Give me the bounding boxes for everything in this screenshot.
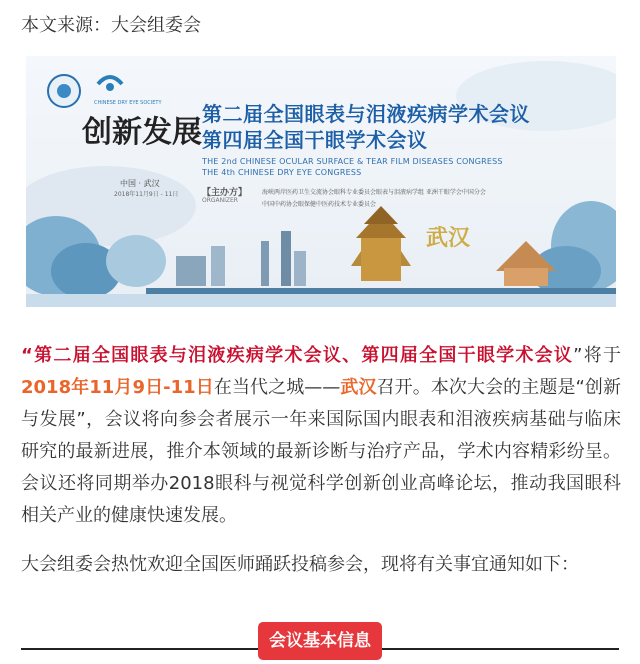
banner-wuhan-calligraphy: 武汉 [426, 225, 471, 251]
banner-organizer-line2: 中国中药协会眼保健中医药技术专业委员会 [262, 201, 377, 208]
conference-city: 武汉 [340, 377, 377, 398]
conference-banner-image [26, 56, 616, 307]
in-city-text: 在当代之城—— [213, 377, 341, 398]
intro-paragraph [21, 340, 621, 532]
banner-organizer-sub: ORGANIZER [202, 197, 238, 204]
conference-date: 2018年11月9日-11日 [21, 377, 214, 398]
banner-city: 中国 · 武汉 [120, 179, 160, 188]
open-quote: “ [21, 345, 33, 366]
source-line: 本文来源：大会组委会 [21, 15, 201, 36]
banner-artwork [26, 56, 616, 307]
banner-english-line1: THE 2nd CHINESE OCULAR SURFACE & TEAR FILM DISEASES CONGRESS [202, 157, 503, 166]
banner-english-line2: THE 4th CHINESE DRY EYE CONGRESS [202, 168, 362, 177]
will-hold-text: ”将于 [573, 345, 622, 366]
banner-title-line2: 第四届全国干眼学术会议 [202, 128, 428, 152]
banner-organizer-line1: 海峡两岸医药卫生交流协会眼科专业委员会眼表与泪液病学组 亚洲干眼学会中国分会 [262, 189, 486, 196]
banner-title-line1: 第二届全国眼表与泪液疾病学术会议 [202, 102, 530, 126]
banner-calligraphy: 创新发展 [82, 115, 202, 150]
banner-date: 2018年11月9日 - 11日 [114, 191, 179, 198]
invite-paragraph: 大会组委会热忱欢迎全国医师踊跃投稿参会，现将有关事宜通知如下： [21, 554, 579, 575]
banner-logo-text: CHINESE DRY EYE SOCIETY [94, 100, 162, 106]
conference-name: 第二届全国眼表与泪液疾病学术会议、第四届全国干眼学术会议 [32, 345, 574, 366]
section-tag-basic-info: 会议基本信息 [258, 622, 382, 660]
intro-rest: 召开。本次大会的主题是“创新与发展”，会议将向参会者展示一年来国际国内眼表和泪液疾病基础与临床研究的最新进展，推介本领域的最新诊断与治疗产品，学术内容精彩纷呈。会议还将同期举办2018眼科与视觉科学创新创业高峰论坛，推动我国眼科相关产业的健康快速发展。 [21, 377, 622, 526]
banner-organizer-label: 【主办方】 [202, 188, 248, 198]
